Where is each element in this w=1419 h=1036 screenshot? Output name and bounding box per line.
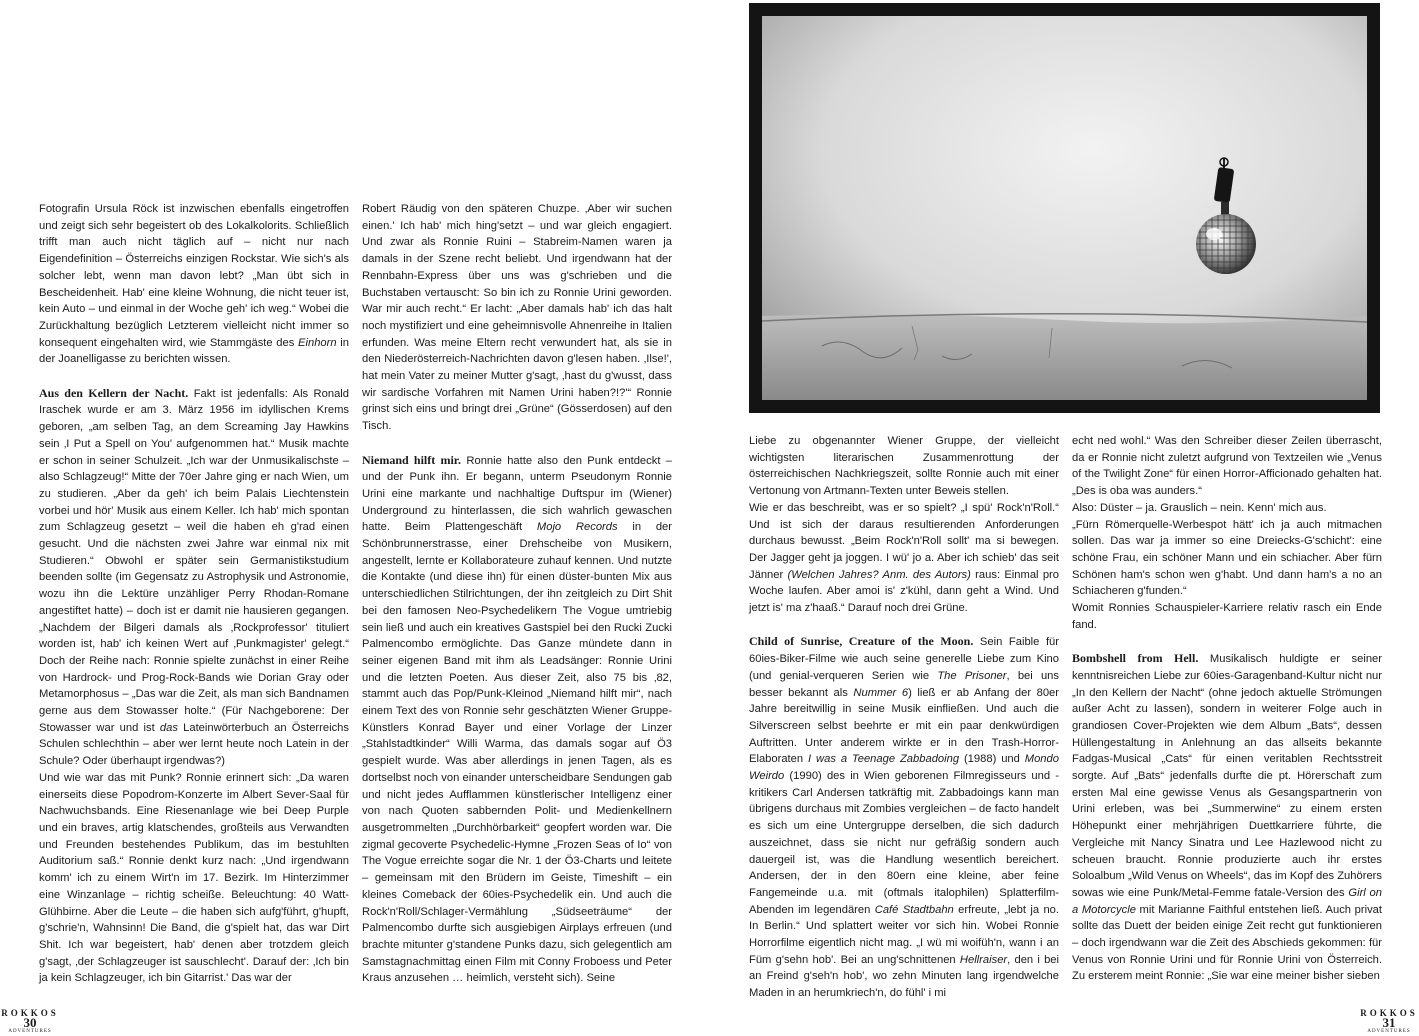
page-number: 31: [1382, 1015, 1396, 1030]
article-column-1: [39, 201, 349, 987]
section-lead-bombshell: Bombshell from Hell.: [1072, 651, 1199, 666]
magazine-subtitle: ADVENTURES: [8, 1029, 52, 1034]
magazine-logo: ROKKOS: [1360, 1008, 1418, 1018]
page-number: 30: [23, 1015, 37, 1030]
paragraph-duester: Also: Düster – ja. Grauslich – nein. Kenn' mich aus.: [1072, 501, 1327, 514]
section-lead-kellern: Aus den Kellern der Nacht.: [39, 385, 189, 400]
section-lead-child-of-sunrise: Child of Sunrise, Creature of the Moon.: [749, 634, 974, 649]
paragraph-niemand: Niemand hilft mir. Ronnie hatte also den Punk entdeckt – und der Punk ihn. Er begann, unterm Pseudonym Ronnie Urini eine markante und nachhaltige Duftspur im (Wiener) Underground zu hinterlassen, die sich wahrlich gewaschen hatte. Beim Plattengeschäft Mojo Records in der Schönbrunnerstrasse, einer Drehscheibe von Musikern, angestellt, lernte er Kollaborateure zuhauf kennen. Und nutzte die Kontakte (und diese ihn) für einen düster-bunten Mix aus unterschiedlichen Stilrichtungen, der ihn zeitgleich zu Dirt Shit bei den famosen Neo-Psychedelikern The Vogue umtriebig sein ließ und auch ein kreatives Gastspiel bei den Rucki Zucki Palmencombo ermöglichte. Das Ganze mündete dann in seiner eigenen Band mit ihm als Leadsänger: Ronnie Urini und die letzten Poeten. Aus dieser Zeit, also 75 bis ‚82, stammt auch das Pop/Punk-Kleinod „Niemand hilft mir“, nach einem Text des von Ronnie sehr geschätzten Wiener Gruppe-Künstlers Konrad Bayer und einer Vorlage der Linzer „Stahlstadtkinder“ Willi Warma, das damals sogar auf Ö3 gespielt wurde. Was aber allerdings in jenen Tagen, als es dortselbst noch von einander unterscheidbare Sendungen gab und nicht jedes Aufflammen künstlerischer Intelligenz einer von nach Quoten sabbernden Polit- und Medienkellnern ausgetrommelten „Durchhörbarkeit“ geopfert worden war. Die zigmal gecoverte Psychedelic-Hymne „Frozen Seas of Io“ von The Vogue erreichte sogar die Nr. 1 der Ö3-Charts und leitete – gemeinsam mit den Brüdern im Geiste, Timeshift – ein kleines Comeback der 60ies-Psychedelik ein. Und auch die Rock'n'Roll/Schlager-Vermählung „Südseeträume“ der Palmencombo durfte sich ausgiebigen Airplays erfreuen (und brachte mitunter g'standene Punks dazu, sich gelegentlich am Samstagnachmittag einen Film mit Conny Froboess und Peter Kraus anzusehen … heimlich, versteht sich). Seine: [362, 452, 673, 985]
paragraph-child-of-sunrise: Child of Sunrise, Creature of the Moon. Sein Faible für 60ies-Biker-Filme wie auch seine generelle Liebe zum Kino (und genial-verqueren Serien wie The Prisoner, bei uns besser bekannt als Nummer 6) ließ er ab Anfang der 80er Jahre bereitwillig in seine Musik einfließen. Und auch die Silverscreen selbst beehrte er mit ein paar denkwürdigen Auftritten. Unter anderem wirkte er in den Trash-Horror- Elaboraten I was a Teenage Zabbadoing (1988) und Mondo Weirdo (1990) des in Wien geborenen Filmregisseurs und -kritikers Carl Andersen tatkräftig mit. Zabbadoings kann man übrigens durchaus mit Zombies vergleichen – de facto handelt es sich um eine Untergruppe derselben, die sich dadurch auszeichnet, dass sie nicht nur gefräßig sondern auch dauergeil ist, was die Handlung wesentlich bereichert. Andersen, der in den 80ern eine kleine, aber feine Fangemeinde u.a. mit (oftmals italophilen) Splatterfilm-Abenden im legendären Café Stadtbahn erfreute, „lebt ja no. In Berlin.“ Und splattert weiter vor sich hin. Wobei Ronnie Horrorfilme eigentlich nicht mag. „I wü mi woifüh'n, wann i an Füm g'sehn hob'. Bei an ung'schnittenen Hellraiser, den i bei an Freind g'seh'n hob', wo zehn Minuten lang irgendwelche Maden in an herumkriech'n, do fühl' i mi: [749, 634, 1060, 1000]
article-column-2: [362, 201, 672, 987]
paragraph-punk: Und wie war das mit Punk? Ronnie erinnert sich: „Da waren einerseits diese Popodrom-Konzerte im Albert Sever-Saal für Nachwuchsbands. Eine Riesenanlage wie bei Deep Purple und ein braves, artig klatschendes, großteils aus Verwandten und Freunden bestehendes Publikum, das im bestuhlten Auditorium saß.“ Ronnie denkt kurz nach: „Und irgendwann komm' ich zu einem Wirt'n im 17. Bezirk. Im Hinterzimmer eine Winzanlage – richtig scheiße. Beleuchtung: 40 Watt-Glühbirne. Aber die Leute – die haben sich aufg'führt, g'hupft, g'schrie'n, Wahnsinn! Die Band, die g'spielt hat, das war Dirt Shit. Ich war begeistert, hab' denen aber trotzdem gleich g'sagt, ‚der Schlagzeuger ist sauschlecht'. Darauf der: ‚Ich bin ja kein Schlagzeuger, ich bin Gitarrist.' Das war der: [39, 771, 349, 985]
paragraph-werbespot: „Fürn Römerquelle-Werbespot hätt' ich ja auch mitmachen sollen. Das war ja immer so eine Dreiecks-G'schicht': eine schöne Frau, ein schöner Mann und ein schiacher. Aber fürn Schönen ham's schon wen g'habt. Und dann ham's a no an Schiacheren g'funden.“: [1072, 518, 1382, 598]
paragraph-artmann: Liebe zu obgenannter Wiener Gruppe, der vielleicht wichtigsten literarischen Zusammenrottung der österreichischen Nachkriegszeit, sollte Ronnie auch mit einer Vertonung von Artmann-Texten unter Beweis stellen.: [749, 435, 1059, 498]
paragraph-karriere: Womit Ronnies Schauspieler-Karriere relativ rasch ein Ende fand.: [1072, 602, 1382, 631]
article-column-3: [749, 433, 1059, 1002]
page-number-left: [0, 1002, 60, 1036]
page-number-right: [1359, 1002, 1419, 1036]
paragraph-rocknroll: Wie er das beschreibt, was er so spielt? „I spü' Rock'n'Roll.“ Und ist sich der daraus resultierenden Anforderungen durchaus bewusst. „Beim Rock'n'Roll sollt' ma si bewegen. Der Jagger geht ja joggen. I wü' jo a. Aber ich schieb' das seit Jänner (Welchen Jahres? Anm. des Autors) raus: Einmal pro Woche laufen. Aber amoi is' z'kühl, dann geht a Wind. Und jetzt is' ma z'haaß.“ Darauf noch drei Grüne.: [749, 501, 1059, 615]
paragraph-kellern: Aus den Kellern der Nacht. Fakt ist jedenfalls: Als Ronald Iraschek wurde er am 3. März 1956 im idyllischen Krems geboren, „am selben Tag, an dem Screaming Jay Hawkins sein ‚I Put a Spell on You' aufgenommen hat.“ Musik machte er schon in seiner Schulzeit. „Ich war der Unmusikalischste – also Schlagzeug!“ Mitte der 70er Jahre ging er nach Wien, um zu studieren. „Aber da geh' ich beim Palais Liechtenstein vorbei und hör' Musik aus einem Keller. Ich hab' mich spontan zum Schlagzeug gesetzt – weil die haben eh g'rad einen gesucht. Und die nächsten zwei Jahre war einmal nix mit Studieren.“ Obwohl er später sein Germanistikstudium beenden sollte (im Gegensatz zu Astrophysik und Astronomie, wozu ihn die Lektüre unzähliger Perry Rhodan-Romane angestiftet hatte) – doch ist er damit nie hausieren gegangen. „Nachdem der Bilgeri damals als ‚Rockprofessor' tituliert worden ist, hab' ich keinen Wert auf ‚Punkmagister' gelegt.“ Doch der Reihe nach: Ronnie spielte zunächst in einer Reihe von Hardrock- und Prog-Rock-Bands wie Dorian Gray oder Metamorphosus – „Das war die Zeit, als man sich Bandnamen gerne aus dem Stowasser holte.“ (Für Nachgeborene: Der Stowasser war und ist das Lateinwörterbuch an Österreichs Schulen schlechthin – aber wer lernt heute noch Latein in der Schule? Oder überhaupt irgendwas?): [39, 385, 350, 768]
disco-ball-photo-image: [762, 16, 1367, 400]
disco-ball-photo: [749, 3, 1380, 413]
paragraph-raeudig: Robert Räudig von den späteren Chuzpe. ‚Aber wir suchen einen.' Ich hab' mich hing'setzt – und war gleich engagiert. Und zwar als Ronnie Ruini – Stabreim-Namen waren ja damals in der Szene recht beliebt. Und irgendwann hat der Rennbahn-Express über uns was g'schrieben und die Buchstaben vertauscht: So bin ich zu Ronnie Urini geworden. War mir auch recht.“ Er lacht: „Aber damals hab' ich das halt noch mystifiziert und eine geheimnisvolle Ahnenreihe in Italien erfunden. Was meine Eltern recht verwundert hat, als sie in den Niederösterreich-Nachrichten davon g'lesen haben. ‚Ilse!', hat mein Vater zu meiner Mutter g'sagt, ‚hast du g'wusst, dass wir sardische Vorfahren mit Namen Urini haben?!?'“ Ronnie grinst sich eins und bringt drei „Grüne“ (Gösserdosen) auf den Tisch.: [362, 203, 672, 433]
section-lead-niemand: Niemand hilft mir.: [362, 452, 462, 467]
paragraph-intro: Fotografin Ursula Röck ist inzwischen ebenfalls eingetroffen und zeigt sich sehr begeistert ob des Lokalkolorits. Schließlich trifft man auch nicht täglich auf – nicht nur nach Eigendefinition – Österreichs einzigen Rockstar. Wie sich's als solcher lebt, wenn man davon lebt? „Man übt sich in Bescheidenheit. Hab' eine kleine Wohnung, die nicht teuer ist, kein Auto – und einmal in der Woche geh' ich weg.“ Wobei die Zurückhaltung bezüglich Letzterem vielleicht nicht immer so konsequent eingehalten wird, wie Stammgäste des Einhorn in der Joanelligasse zu berichten wissen.: [39, 203, 349, 366]
paragraph-horror: echt ned wohl.“ Was den Schreiber dieser Zeilen überrascht, da er Ronnie nicht zuletzt aufgrund von Textzeilen wie „Venus of the Twilight Zone“ für einen Horror-Afficionado gehalten hat. „Des is oba was aunders.“: [1072, 435, 1382, 498]
article-column-4: [1072, 433, 1382, 985]
magazine-subtitle: ADVENTURES: [1367, 1029, 1411, 1034]
magazine-logo: ROKKOS: [1, 1008, 59, 1018]
paragraph-bombshell: Bombshell from Hell. Musikalisch huldigte er seiner kenntnisreichen Liebe zur 60ies-Garagenband-Kultur nicht nur „In den Kellern der Nacht“ (ohne jedoch aktuelle Strömungen außer Acht zu lassen), sondern in weiterer Folge auch in grandiosen Cover-Projekten wie dem Album „Bats“, dessen Hüllengestaltung in Anlehnung an das allseits bekannte Fadgas-Musical „Cats“ für einen veritablen Rechtsstreit sorgte. Auf „Bats“ jedenfalls durfte die pt. Hörerschaft zum ersten Mal eine gewisse Venus als Gesangspartnerin von Urini erleben, was bei „Summerwine“ zu einem ersten Höhepunkt einer mehrjährigen Duettkarriere führte, die Vergleiche mit Nancy Sinatra und Lee Hazlewood nicht zu scheuen braucht. Ronnie produzierte auch ihr erstes Soloalbum „Wild Venus on Wheels“, das im Kopf des Zuhörers sowas wie eine Punk/Metal-Femme fatale-Version des Girl on a Motorcycle mit Marianne Faithful entstehen ließ. Auch privat sollte das Duett der beiden einige Zeit recht gut funktionieren – doch irgendwann war die Zeit des Abschieds gekommen: für Venus von Ronnie Urini und für Ronnie Urini von Österreich. Zu ersterem meint Ronnie: „Sie war eine meiner bisher sieben: [1072, 651, 1383, 983]
